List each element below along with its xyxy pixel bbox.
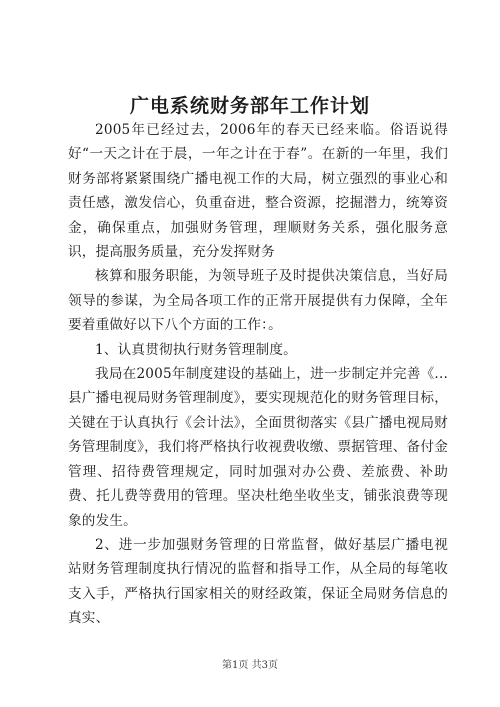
page-number: 第1页 共3页 <box>222 660 278 671</box>
paragraph-item-2: 2、进一步加强财务管理的日常监督，做好基层广播电视站财务管理制度执行情况的监督和指导工作，从全局的每笔收支入手，严格执行国家相关的财经政策，保证全局财务信息的真实、 <box>68 536 448 627</box>
paragraph-intro: 2005年已经过去，2006年的春天已经来临。俗语说得好“一天之计在于晨，一年之计在于春”。在新的一年里，我们财务部将紧紧围绕广播电视工作的大局，树立强烈的事业心和责任感，激发信心，负重奋进，整合资源，挖掘潜力，统筹资金，确保重点，加强财务管理，理顺财务关系，强化服务意识，提高服务质量，充分发挥财务 <box>68 122 448 261</box>
paragraph-duties: 核算和服务职能，为领导班子及时提供决策信息，当好局领导的参谋，为全局各项工作的正常开展提供有力保障，全年要着重做好以下八个方面的工作：。 <box>68 268 448 334</box>
paragraph-heading-1: 1、认真贯彻执行财务管理制度。 <box>95 341 297 358</box>
document-body <box>68 118 448 631</box>
document-title: 广电系统财务部年工作计划 <box>129 95 370 117</box>
paragraph-item-1: 我局在2005年制度建设的基础上，进一步制定并完善《...县广播电视局财务管理制度》，要实现规范化的财务管理目标，关键在于认真执行《会计法》，全面贯彻落实《县广播电视局财务管理制度》，我们将严格执行收视费收缴、票据管理、备付金管理、招待费管理规定，同时加强对办公费、差旅费、补助费、托儿费等费用的管理。坚决杜绝坐收坐支，铺张浪费等现象的发生。 <box>68 366 448 529</box>
